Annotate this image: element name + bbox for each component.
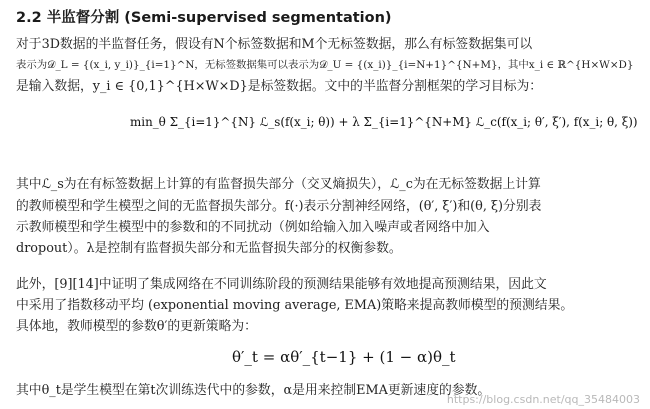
paragraph1-line-1: 对于3D数据的半监督任务，假设有N个标签数据和M个无标签数据，那么有标签数据集可以	[16, 37, 533, 52]
paragraph2-line-3: 示教师模型和学生模型中的参数和的不同扰动（例如给输入加入噪声或者网络中加入	[16, 220, 490, 235]
paragraph1-line-3: 是输入数据，y_i ∈ {0,1}^{H×W×D}是标签数据。文中的半监督分割框架的学习目标为：	[16, 79, 543, 94]
section-heading: 2.2 半监督分割 (Semi-supervised segmentation)	[16, 10, 392, 26]
paragraph2-line-2: 的教师模型和学生模型之间的无监督损失部分。f(·)表示分割神经网络，(θ′, ξ′)和(θ, ξ)分别表	[16, 199, 542, 214]
paragraph1-line-2: 表示为𝒟_L = {(x_i, y_i)}_{i=1}^N，无标签数据集可以表示为𝒟_U = {(x_i)}_{i=N+1}^{N+M}，其中x_i ∈ ℝ^{H×W×D}	[16, 59, 634, 71]
paragraph3-line-2: 中采用了指数移动平均 (exponential moving average, EMA)策略来提高教师模型的预测结果。	[16, 298, 574, 313]
paragraph3-line-3: 具体地，教师模型的参数θ′的更新策略为：	[16, 319, 257, 334]
paragraph2-line-4: dropout）。λ是控制有监督损失部分和无监督损失部分的权衡参数。	[16, 241, 402, 256]
paragraph3-line-1: 此外，[9][14]中证明了集成网络在不同训练阶段的预测结果能够有效地提高预测结果，因此文	[16, 277, 547, 292]
paragraph4-line-1: 其中θ_t是学生模型在第t次训练迭代中的参数，α是用来控制EMA更新速度的参数。	[16, 383, 491, 398]
learning-objective-formula: min_θ Σ_{i=1}^{N} ℒ_s(f(x_i; θ)) + λ Σ_{i=1}^{N+M} ℒ_c(f(x_i; θ′, ξ′), f(x_i; θ, ξ))	[130, 115, 638, 129]
paragraph2-line-1: 其中ℒ_s为在有标签数据上计算的有监督损失部分（交叉熵损失），ℒ_c为在无标签数据上计算	[16, 177, 541, 192]
watermark-text: https://blog.csdn.net/qq_35484003	[446, 393, 640, 406]
ema-update-formula: θ′_t = αθ′_{t−1} + (1 − α)θ_t	[232, 348, 456, 366]
